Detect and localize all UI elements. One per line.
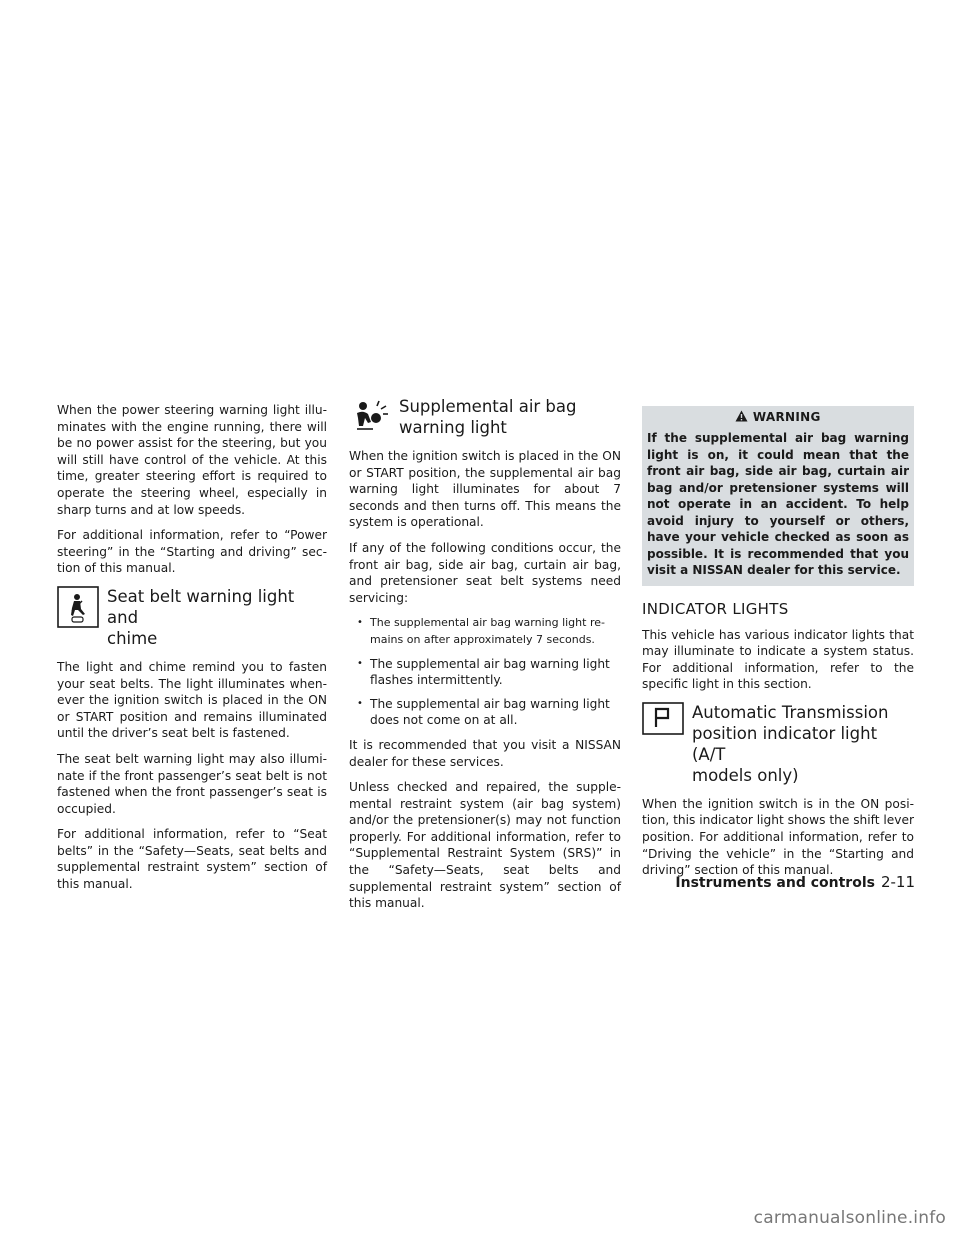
power-steering-paragraph: When the power steering warning light illuminates with the engine running, there will be no power assist for the steering, but you will still have control of the vehicle. At this time, greater steering effort is required to operate the steering wheel, especially in sharp turns and at low speeds. bbox=[57, 403, 327, 517]
warning-body: If the supplemental air bag warning light is on, it could mean that the front air bag, side air bag, curtain air bag and/or pretensioner systems will not operate in an accident. To help avoid injury to yourself or others, have your vehicle checked as soon as possible. It is recommended that you visit a NISSAN dealer for this service. bbox=[642, 426, 914, 579]
airbag-heading bbox=[349, 396, 621, 438]
at-paragraph: When the ignition switch is in the ON position, this indicator light shows the shift lever position. For additional information, refer to “Driving the vehicle” in the “Starting and driving” section of this manual. bbox=[642, 796, 915, 878]
seatbelt-paragraph-1: The light and chime remind you to fasten your seat belts. The light illuminates whenever the ignition switch is placed in the ON or START position and remains illuminated until the driver’s seat belt is fastened. bbox=[57, 659, 327, 741]
airbag-heading-line1: Supplemental air bag bbox=[399, 397, 577, 416]
airbag-warning-icon bbox=[349, 396, 391, 438]
seatbelt-heading-line1: Seat belt warning light and bbox=[107, 586, 295, 627]
airbag-conditions-list bbox=[349, 615, 621, 729]
column-1 bbox=[57, 402, 327, 902]
airbag-paragraph-3: It is recommended that you visit a NISSAN dealer for these services. bbox=[349, 737, 621, 769]
warning-triangle-icon bbox=[735, 410, 752, 424]
chapter-title: Instruments and controls bbox=[675, 875, 875, 891]
power-steering-reference: For additional information, refer to “Power steering” in the “Starting and driving” section of this manual. bbox=[57, 528, 327, 576]
park-position-icon bbox=[642, 702, 684, 735]
indicator-paragraph: This vehicle has various indicator lights that may illuminate to indicate a system status. For additional information, refer to the specific light in this section. bbox=[642, 627, 914, 692]
airbag-paragraph-1: When the ignition switch is placed in the ON or START position, the supplemental air bag warning light illuminates for about 7 seconds and then turns off. This means the system is operational. bbox=[349, 449, 621, 530]
list-item: • The supplemental air bag warning light flashes intermittently. bbox=[349, 656, 621, 689]
warning-label: WARNING bbox=[752, 410, 821, 424]
list-item: • The supplemental air bag warning light remains on after approximately 7 seconds. bbox=[349, 615, 621, 648]
column-2 bbox=[349, 397, 621, 921]
seatbelt-warning-icon bbox=[57, 586, 99, 628]
page-footer bbox=[675, 873, 915, 891]
warning-title bbox=[642, 406, 914, 426]
watermark-text: carmanualsonline.info bbox=[753, 1208, 946, 1228]
indicator-lights-heading: INDICATOR LIGHTS bbox=[642, 599, 789, 618]
seatbelt-paragraph-2: The seat belt warning light may also illuminate if the front passenger’s seat belt is not fastened when the front passenger’s seat is occupied. bbox=[57, 751, 327, 816]
airbag-heading-line2: warning light bbox=[399, 418, 507, 437]
at-position-heading bbox=[642, 702, 914, 786]
seatbelt-heading bbox=[57, 586, 327, 649]
at-heading-line2: position indicator light (A/T bbox=[692, 723, 878, 764]
airbag-paragraph-2: If any of the following conditions occur, the front air bag, side air bag, curtain air bag, and pretensioner seat belt systems need servicing: bbox=[349, 540, 621, 605]
warning-box bbox=[642, 406, 914, 586]
column-3 bbox=[642, 402, 914, 888]
at-heading-line3: models only) bbox=[692, 765, 799, 785]
airbag-paragraph-4: Unless checked and repaired, the supplemental restraint system (air bag system) and/or the pretensioner(s) may not function properly. For additional information, refer to “Supplemental Restraint System (SRS)” in the “Safety—Seats, seat belts and supplemental restraint system” section of this manual. bbox=[349, 780, 621, 911]
page-number: 2-11 bbox=[880, 873, 915, 891]
list-item: • The supplemental air bag warning light does not come on at all. bbox=[349, 696, 621, 729]
seatbelt-reference: For additional information, refer to “Seat belts” in the “Safety—Seats, seat belts and supplemental restraint system” section of this manual. bbox=[57, 827, 327, 892]
seatbelt-heading-line2: chime bbox=[107, 628, 158, 648]
at-heading-line1: Automatic Transmission bbox=[692, 702, 889, 722]
